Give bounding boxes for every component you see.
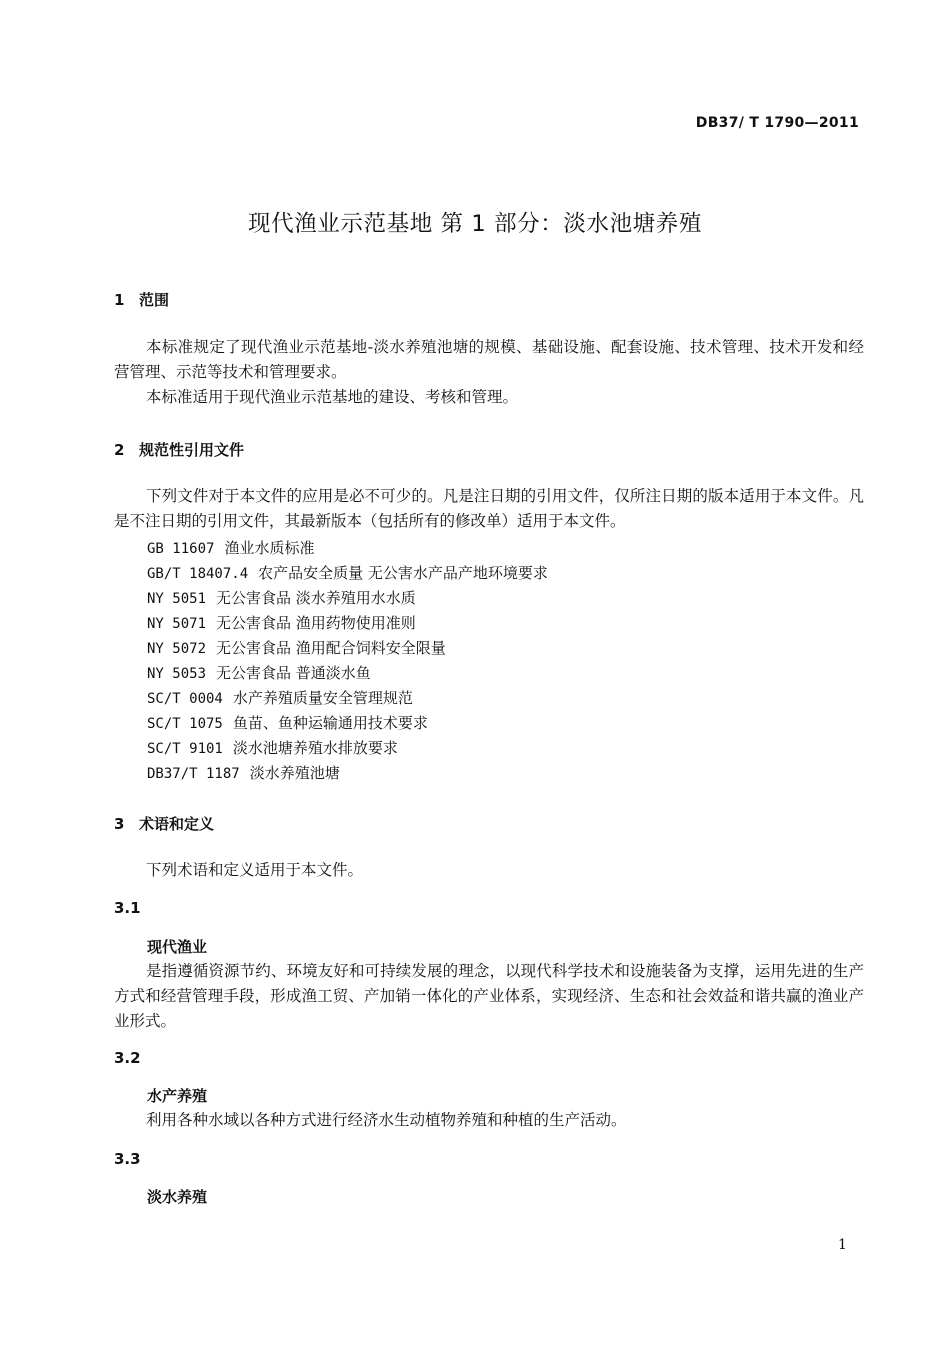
- reference-title: 农产品安全质量 无公害水产品产地环境要求: [258, 564, 548, 582]
- section-number: 2: [114, 441, 125, 459]
- document-code: DB37/ T 1790—2011: [695, 115, 859, 131]
- reference-title: 水产养殖质量安全管理规范: [232, 689, 413, 707]
- reference-item: [147, 637, 446, 658]
- section-title: 术语和定义: [139, 815, 215, 833]
- reference-item: [147, 712, 428, 733]
- reference-code: GB 11607: [147, 541, 215, 557]
- reference-code: SC/T 0004: [147, 691, 223, 707]
- section-3-heading: [114, 813, 214, 834]
- reference-code: NY 5072: [147, 641, 207, 657]
- section-title: 范围: [139, 291, 170, 309]
- reference-item: [147, 737, 398, 758]
- reference-item: [147, 612, 416, 633]
- reference-item: [147, 762, 340, 783]
- reference-item: [147, 562, 548, 583]
- reference-item: [147, 662, 371, 683]
- page-number: 1: [838, 1237, 847, 1253]
- reference-title: 无公害食品 渔用药物使用准则: [216, 614, 416, 632]
- reference-title: 无公害食品 渔用配合饲料安全限量: [216, 639, 446, 657]
- reference-item: [147, 687, 413, 708]
- reference-title: 淡水养殖池塘: [249, 764, 340, 782]
- paragraph: 本标准规定了现代渔业示范基地-淡水养殖池塘的规模、基础设施、配套设施、技术管理、技术开发和经营管理、示范等技术和管理要求。: [114, 338, 864, 381]
- section-title: 规范性引用文件: [139, 441, 245, 459]
- reference-code: SC/T 9101: [147, 741, 223, 757]
- reference-code: NY 5053: [147, 666, 207, 682]
- document-title: 现代渔业示范基地 第 1 部分：淡水池塘养殖: [248, 211, 702, 237]
- reference-title: 淡水池塘养殖水排放要求: [232, 739, 398, 757]
- section-number: 3: [114, 815, 125, 833]
- reference-title: 无公害食品 普通淡水鱼: [216, 664, 371, 682]
- reference-code: DB37/T 1187: [147, 766, 240, 782]
- term-title: 现代渔业: [147, 938, 208, 956]
- term-definition: 是指遵循资源节约、环境友好和可持续发展的理念，以现代科学技术和设施装备为支撑，运用先进的生产方式和经营管理手段，形成渔工贸、产加销一体化的产业体系，实现经济、生态和社会效益和谐共赢的渔业产业形式。: [114, 962, 864, 1030]
- term-title: 淡水养殖: [147, 1188, 208, 1206]
- section-number: 1: [114, 291, 125, 309]
- reference-title: 渔业水质标准: [224, 539, 315, 557]
- paragraph: 本标准适用于现代渔业示范基地的建设、考核和管理。: [146, 388, 519, 406]
- reference-code: SC/T 1075: [147, 716, 223, 732]
- reference-title: 无公害食品 淡水养殖用水水质: [216, 589, 416, 607]
- term-number: 3.1: [114, 899, 141, 917]
- term-definition: 利用各种水域以各种方式进行经济水生动植物养殖和种植的生产活动。: [146, 1111, 627, 1129]
- paragraph: 下列术语和定义适用于本文件。: [146, 861, 364, 879]
- term-title: 水产养殖: [147, 1087, 208, 1105]
- term-number: 3.3: [114, 1150, 141, 1168]
- reference-item: [147, 587, 416, 608]
- term-number: 3.2: [114, 1049, 141, 1067]
- reference-code: NY 5051: [147, 591, 207, 607]
- section-1-heading: [114, 289, 169, 310]
- section-2-heading: [114, 439, 244, 460]
- paragraph: 下列文件对于本文件的应用是必不可少的。凡是注日期的引用文件，仅所注日期的版本适用于本文件。凡是不注日期的引用文件，其最新版本（包括所有的修改单）适用于本文件。: [114, 487, 864, 530]
- reference-code: NY 5071: [147, 616, 207, 632]
- reference-title: 鱼苗、鱼种运输通用技术要求: [232, 714, 428, 732]
- reference-code: GB/T 18407.4: [147, 566, 249, 582]
- reference-item: [147, 537, 314, 558]
